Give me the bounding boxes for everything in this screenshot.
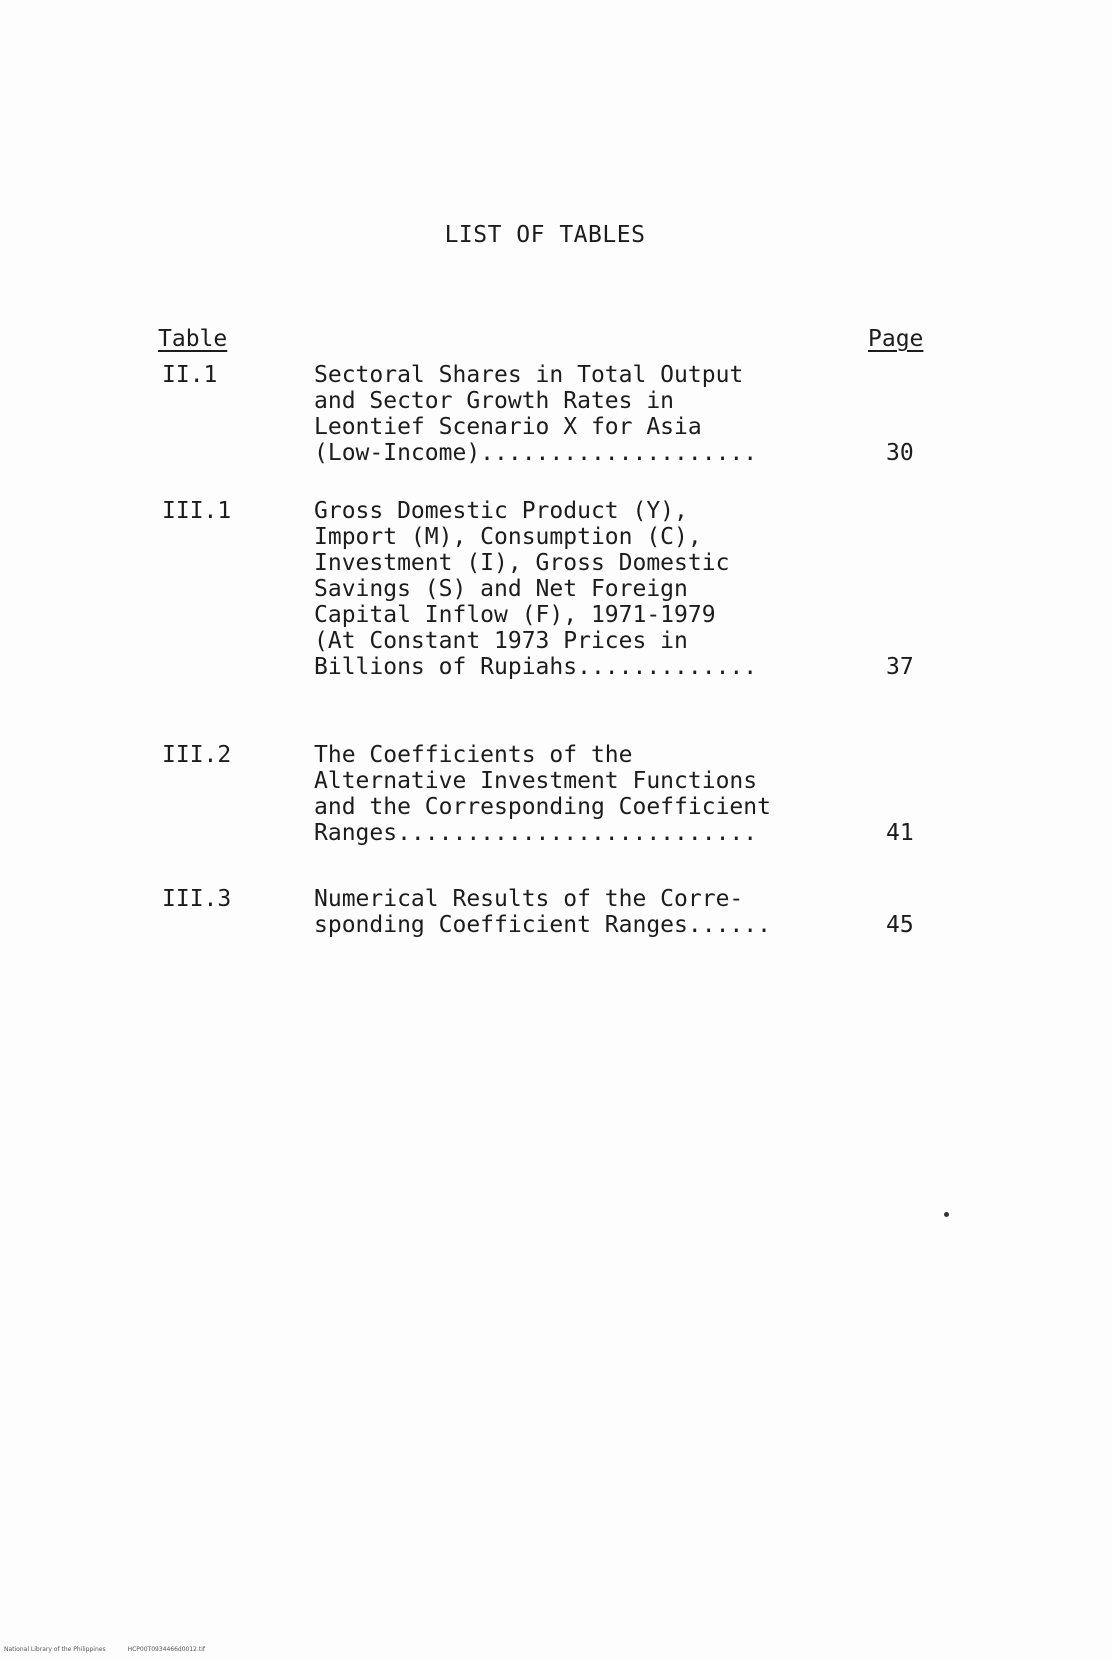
- page-number: 37: [886, 654, 914, 680]
- table-description: [314, 742, 854, 846]
- description-line: Import (M), Consumption (C),: [314, 524, 702, 550]
- description-line: Billions of Rupiahs.............: [314, 654, 758, 680]
- description-line: sponding Coefficient Ranges......: [314, 912, 771, 938]
- scan-speck: [944, 1212, 949, 1217]
- table-column-header: Table: [158, 326, 228, 352]
- description-line: Alternative Investment Functions: [314, 768, 758, 794]
- table-number: III.3: [162, 886, 232, 912]
- page-number: 41: [886, 820, 914, 846]
- page-number: 45: [886, 912, 914, 938]
- description-line: The Coefficients of the: [314, 742, 633, 768]
- page-title: LIST OF TABLES: [444, 222, 646, 248]
- file-name: HCP00T0934466d0012.tif: [127, 1646, 206, 1653]
- table-description: [314, 362, 854, 466]
- table-number: III.2: [162, 742, 232, 768]
- table-number: II.1: [162, 362, 218, 388]
- description-line: Numerical Results of the Corre-: [314, 886, 744, 912]
- page-number: 30: [886, 440, 914, 466]
- description-line: Gross Domestic Product (Y),: [314, 498, 688, 524]
- description-line: and the Corresponding Coefficient: [314, 794, 771, 820]
- table-description: [314, 498, 854, 680]
- description-line: (Low-Income)....................: [314, 440, 758, 466]
- scan-footer: [4, 1646, 227, 1653]
- description-line: Leontief Scenario X for Asia: [314, 414, 702, 440]
- library-credit: National Library of the Philippines: [4, 1646, 106, 1653]
- description-line: Ranges..........................: [314, 820, 758, 846]
- description-line: Sectoral Shares in Total Output: [314, 362, 744, 388]
- table-description: [314, 886, 854, 938]
- description-line: and Sector Growth Rates in: [314, 388, 675, 414]
- table-number: III.1: [162, 498, 232, 524]
- description-line: Savings (S) and Net Foreign: [314, 576, 688, 602]
- page-column-header: Page: [868, 326, 924, 352]
- description-line: Capital Inflow (F), 1971-1979: [314, 602, 716, 628]
- description-line: Investment (I), Gross Domestic: [314, 550, 730, 576]
- description-line: (At Constant 1973 Prices in: [314, 628, 688, 654]
